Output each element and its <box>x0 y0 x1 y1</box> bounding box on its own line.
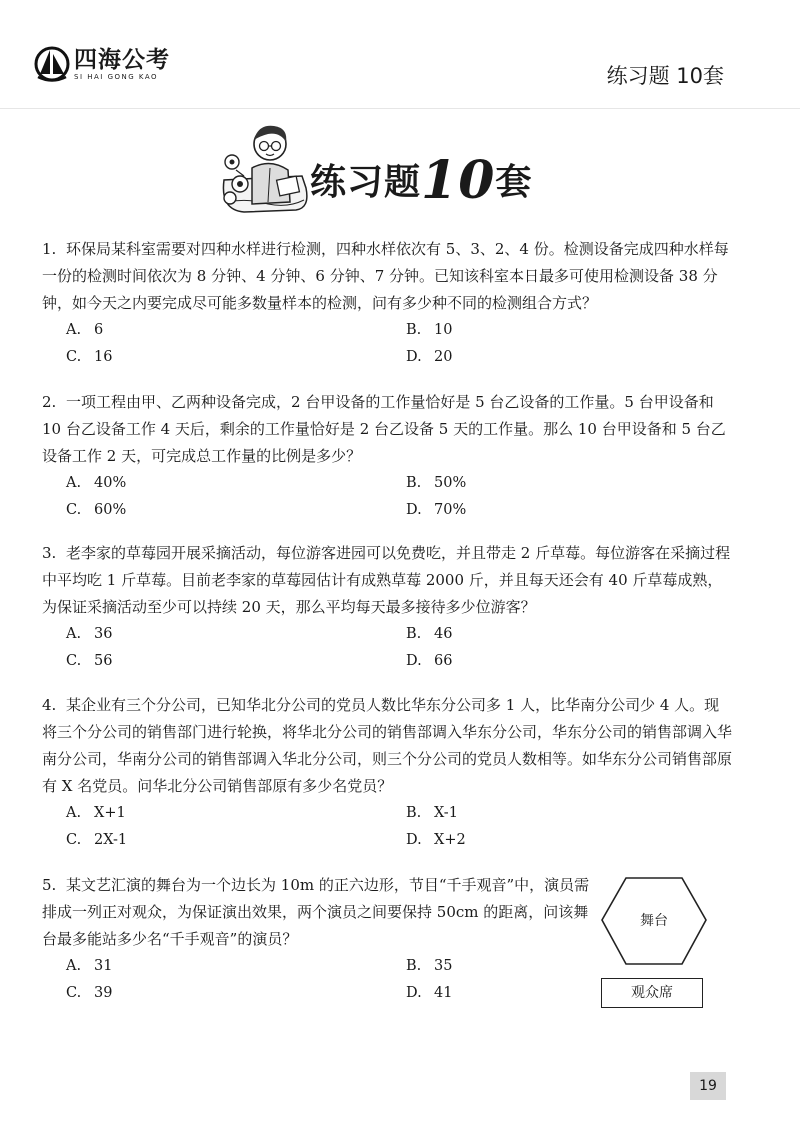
option-text: 31 <box>94 958 113 974</box>
question-number: 5. <box>42 876 57 894</box>
header-divider <box>0 108 800 109</box>
option-c[interactable] <box>66 648 406 675</box>
option-b[interactable] <box>406 621 706 648</box>
option-letter: C. <box>66 653 82 669</box>
option-b[interactable] <box>406 317 706 344</box>
question-stem <box>42 389 732 470</box>
option-list <box>66 800 732 854</box>
option-text: 40% <box>94 475 127 491</box>
stage-label: 舞台 <box>640 913 668 929</box>
option-text: 10 <box>434 322 453 338</box>
option-text: 20 <box>434 349 453 365</box>
option-letter: D. <box>406 502 422 518</box>
option-text: 36 <box>94 626 113 642</box>
option-text: 41 <box>434 985 453 1001</box>
option-letter: C. <box>66 832 82 848</box>
option-letter: C. <box>66 502 82 518</box>
chapter-title-number: 10 <box>421 150 496 211</box>
option-letter: B. <box>406 626 422 642</box>
question-4 <box>42 692 732 854</box>
chapter-title <box>310 150 532 211</box>
question-2 <box>42 389 732 524</box>
question-stem <box>42 692 732 800</box>
chapter-title-suffix: 套 <box>495 162 533 203</box>
question-5 <box>42 872 594 1007</box>
teacher-cartoon-icon <box>218 118 313 218</box>
logo-english-text: SI HAI GONG KAO <box>74 72 159 81</box>
option-a[interactable] <box>66 470 406 497</box>
question-text: 一项工程由甲、乙两种设备完成，2 台甲设备的工作量恰好是 5 台乙设备的工作量。5 台甲设备和 10 台乙设备工作 4 天后，剩余的工作量恰好是 2 台乙设备 5 天的工作量。那么 10 台甲设备和 5 台乙设备工作 2 天，可完成总工作量的比例是多少？ <box>42 393 726 465</box>
logo-chinese-text: 四海公考 <box>74 46 170 73</box>
option-list <box>66 470 732 524</box>
option-text: 70% <box>434 502 467 518</box>
option-text: 66 <box>434 653 453 669</box>
option-a[interactable] <box>66 953 406 980</box>
sail-logo-icon <box>34 44 70 84</box>
question-text: 某企业有三个分公司，已知华北分公司的党员人数比华东分公司多 1 人，比华南分公司少 4 人。现将三个分公司的销售部门进行轮换，将华北分公司的销售部调入华东分公司，华东分公司的销售部调入华南分公司，华南分公司的销售部调入华北分公司，则三个分公司的党员人数相等。如华东分公司销售部原有 X 名党员。问华北分公司销售部原有多少名党员？ <box>42 696 733 795</box>
option-list <box>66 953 594 1007</box>
page-number: 19 <box>690 1072 726 1100</box>
option-text: 2X-1 <box>94 832 128 848</box>
option-letter: A. <box>66 475 82 491</box>
option-letter: C. <box>66 985 82 1001</box>
question-stem <box>42 540 732 621</box>
option-letter: B. <box>406 805 422 821</box>
option-letter: B. <box>406 475 422 491</box>
option-c[interactable] <box>66 827 406 854</box>
option-text: X+2 <box>434 832 466 848</box>
option-b[interactable] <box>406 953 606 980</box>
option-list <box>66 621 732 675</box>
option-text: 39 <box>94 985 113 1001</box>
option-list <box>66 317 732 371</box>
audience-box: 观众席 <box>601 978 703 1008</box>
page-header <box>0 0 800 110</box>
chapter-banner <box>218 118 548 218</box>
option-d[interactable] <box>406 827 706 854</box>
question-3 <box>42 540 732 675</box>
question-text: 某文艺汇演的舞台为一个边长为 10m 的正六边形，节目“千手观音”中，演员需排成一列正对观众，为保证演出效果，两个演员之间要保持 50cm 的距离，问该舞台最多能站多少名“千手观音”的演员？ <box>42 876 590 948</box>
option-d[interactable] <box>406 497 706 524</box>
question-1 <box>42 236 732 371</box>
question-number: 3. <box>42 544 57 562</box>
question-stem <box>42 236 732 317</box>
option-letter: B. <box>406 958 422 974</box>
option-text: 16 <box>94 349 113 365</box>
option-letter: D. <box>406 985 422 1001</box>
option-text: 56 <box>94 653 113 669</box>
option-c[interactable] <box>66 344 406 371</box>
option-d[interactable] <box>406 648 706 675</box>
option-text: 46 <box>434 626 453 642</box>
option-a[interactable] <box>66 621 406 648</box>
option-text: 35 <box>434 958 453 974</box>
option-text: X-1 <box>434 805 458 821</box>
question-stem <box>42 872 594 953</box>
option-d[interactable] <box>406 980 606 1007</box>
option-letter: A. <box>66 958 82 974</box>
option-b[interactable] <box>406 470 706 497</box>
option-letter: D. <box>406 832 422 848</box>
option-text: 50% <box>434 475 467 491</box>
option-letter: A. <box>66 626 82 642</box>
brand-logo <box>34 44 170 84</box>
option-letter: D. <box>406 349 422 365</box>
option-b[interactable] <box>406 800 706 827</box>
option-d[interactable] <box>406 344 706 371</box>
option-letter: B. <box>406 322 422 338</box>
question-text: 环保局某科室需要对四种水样进行检测，四种水样依次有 5、3、2、4 份。检测设备完成四种水样每一份的检测时间依次为 8 分钟、4 分钟、6 分钟、7 分钟。已知该科室本日最多可使用检测设备 38 分钟，如今天之内要完成尽可能多数量样本的检测，问有多少种不同的检测组合方式？ <box>42 240 729 312</box>
option-text: X+1 <box>94 805 126 821</box>
question-number: 4. <box>42 696 57 714</box>
chapter-title-prefix: 练习题 <box>310 162 422 203</box>
option-letter: D. <box>406 653 422 669</box>
option-a[interactable] <box>66 800 406 827</box>
option-text: 60% <box>94 502 127 518</box>
header-title: 练习题 10套 <box>606 64 724 88</box>
question-number: 1. <box>42 240 57 258</box>
option-c[interactable] <box>66 497 406 524</box>
stage-diagram <box>598 872 710 1012</box>
option-letter: A. <box>66 805 82 821</box>
option-letter: C. <box>66 349 82 365</box>
option-a[interactable] <box>66 317 406 344</box>
option-text: 6 <box>94 322 104 338</box>
question-text: 老李家的草莓园开展采摘活动，每位游客进园可以免费吃，并且带走 2 斤草莓。每位游客在采摘过程中平均吃 1 斤草莓。目前老李家的草莓园估计有成熟草莓 2000 斤，并且每天还会有 40 斤草莓成熟，为保证采摘活动至少可以持续 20 天，那么平均每天最多接待多少位游客？ <box>42 544 731 616</box>
question-number: 2. <box>42 393 57 411</box>
option-letter: A. <box>66 322 82 338</box>
option-c[interactable] <box>66 980 406 1007</box>
